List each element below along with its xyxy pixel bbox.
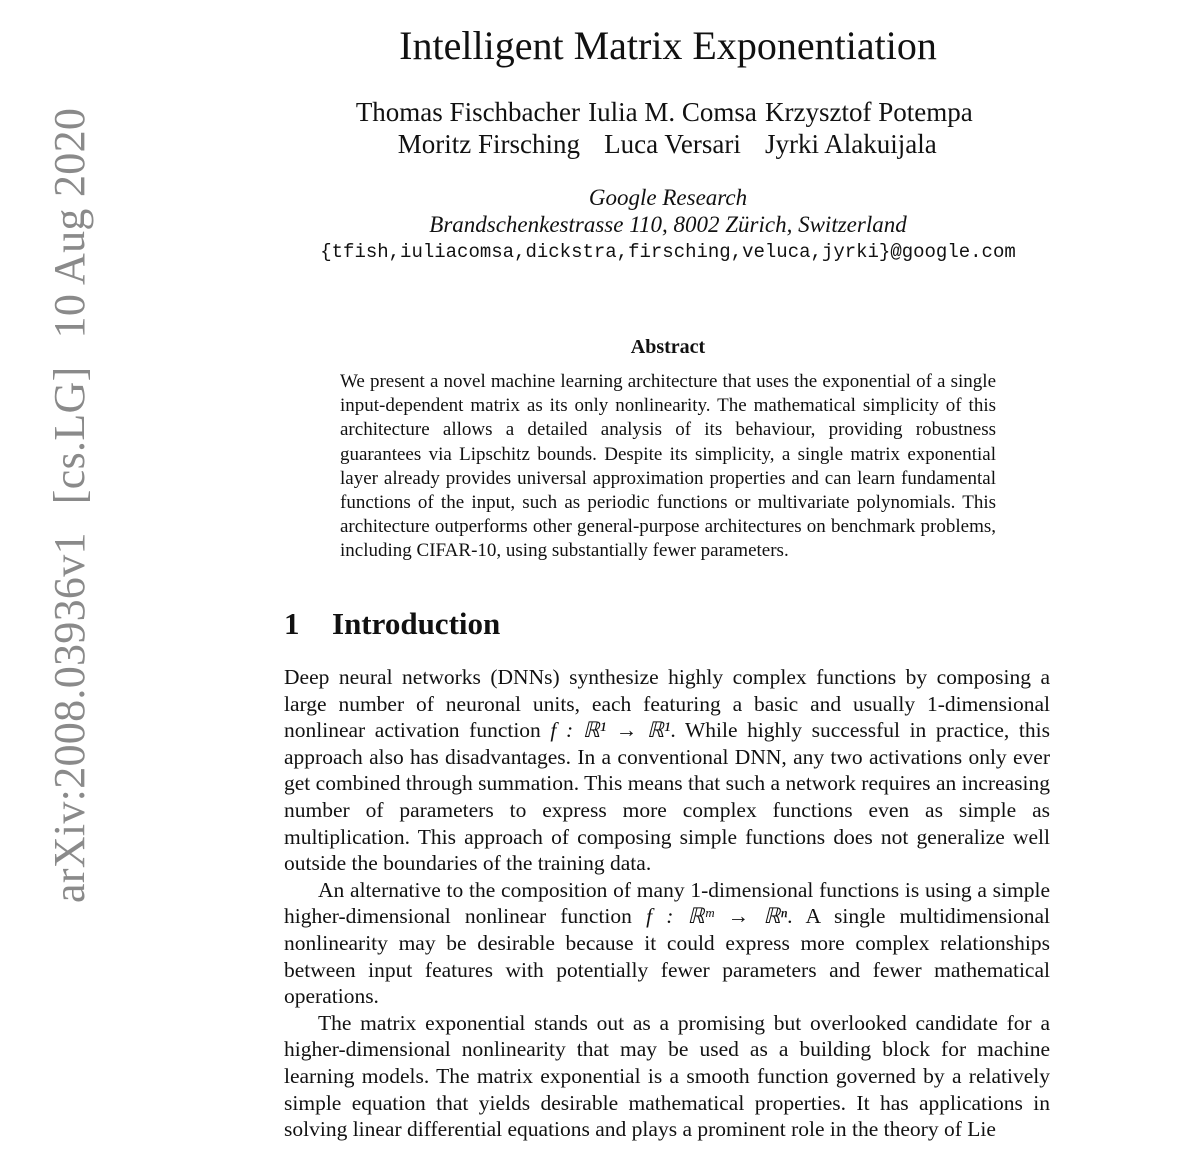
section-title: Introduction: [332, 606, 501, 641]
author-column-1: [280, 96, 580, 160]
paragraph-text: Deep neural networks (DNNs) synthesize highly complex functions by composing a large number of neuronal units, each featuring a basic and usually 1-dimensional nonlinear activation function: [284, 665, 1050, 743]
inline-math: f : ℝᵐ → ℝⁿ: [646, 904, 788, 929]
abstract-heading: Abstract: [630, 336, 706, 358]
arxiv-id: arXiv:2008.03936v1: [45, 532, 94, 903]
author-name: Jyrki Alakuijala: [765, 129, 937, 159]
author-column-3: [765, 96, 1065, 160]
author-column-2: [580, 96, 765, 160]
paragraph-text: An alternative to the composition of many 1-dimensional functions is using a simple higher-dimensional nonlinear function: [284, 877, 1050, 929]
affiliation-block: [270, 184, 1066, 238]
affiliation-address: Brandschenkestrasse 110, 8002 Zürich, Switzerland: [429, 212, 907, 237]
paragraph: [284, 664, 1050, 877]
author-name: Moritz Firsching: [397, 129, 580, 159]
inline-math: f : ℝ¹ → ℝ¹: [550, 718, 671, 743]
paragraph-text: . A single multidimensional nonlinearity may be desirable because it could express more complex relationships between input features with potentially fewer parameters and fewer mathematical operations.: [284, 904, 1051, 1009]
arxiv-category: [cs.LG]: [45, 366, 94, 505]
author-emails: {tfish,iuliacomsa,dickstra,firsching,veluca,jyrki}@google.com: [320, 241, 1016, 263]
paragraph: [284, 877, 1050, 1010]
section-number: 1: [284, 606, 300, 641]
arxiv-identifier-stamp: [40, 107, 100, 917]
abstract-text: We present a novel machine learning architecture that uses the exponential of a single input-dependent matrix as its only nonlinearity. The mathematical simplicity of this architecture allows a detailed analysis of its behaviour, providing robustness guarantees via Lipschitz bounds. Despite its simplicity, a single matrix exponential layer already provides universal approximation properties and can learn fundamental functions of the input, such as periodic functions or multivariate polynomials. This architecture outperforms other general-purpose architectures on benchmark problems, including CIFAR-10, using substantially fewer parameters.: [340, 371, 996, 562]
affiliation-org: Google Research: [588, 185, 748, 210]
arxiv-date: 10 Aug 2020: [45, 107, 94, 339]
author-name: Iulia M. Comsa: [588, 97, 757, 127]
paper-title: Intelligent Matrix Exponentiation: [399, 23, 937, 68]
paragraph-text: . While highly successful in practice, this approach also has disadvantages. In a conventional DNN, any two activations only ever get combined through summation. This means that such a network requires an increasing number of parameters to express more complex functions even as simple as multiplication. This approach of composing simple functions does not generalize well outside the boundaries of the training data.: [284, 718, 1050, 876]
section-heading: [284, 602, 500, 646]
paragraph: The matrix exponential stands out as a promising but overlooked candidate for a higher-dimensional nonlinearity that may be used as a building block for machine learning models. The matrix exponential is a smooth function governed by a relatively simple equation that yields desirable mathematical properties. It has applications in solving linear differential equations and plays a prominent role in the theory of Lie: [284, 1010, 1050, 1142]
section-body: [284, 664, 1050, 1143]
author-name: Luca Versari: [604, 129, 741, 159]
author-name: Krzysztof Potempa: [765, 97, 973, 127]
author-name: Thomas Fischbacher: [355, 97, 580, 127]
